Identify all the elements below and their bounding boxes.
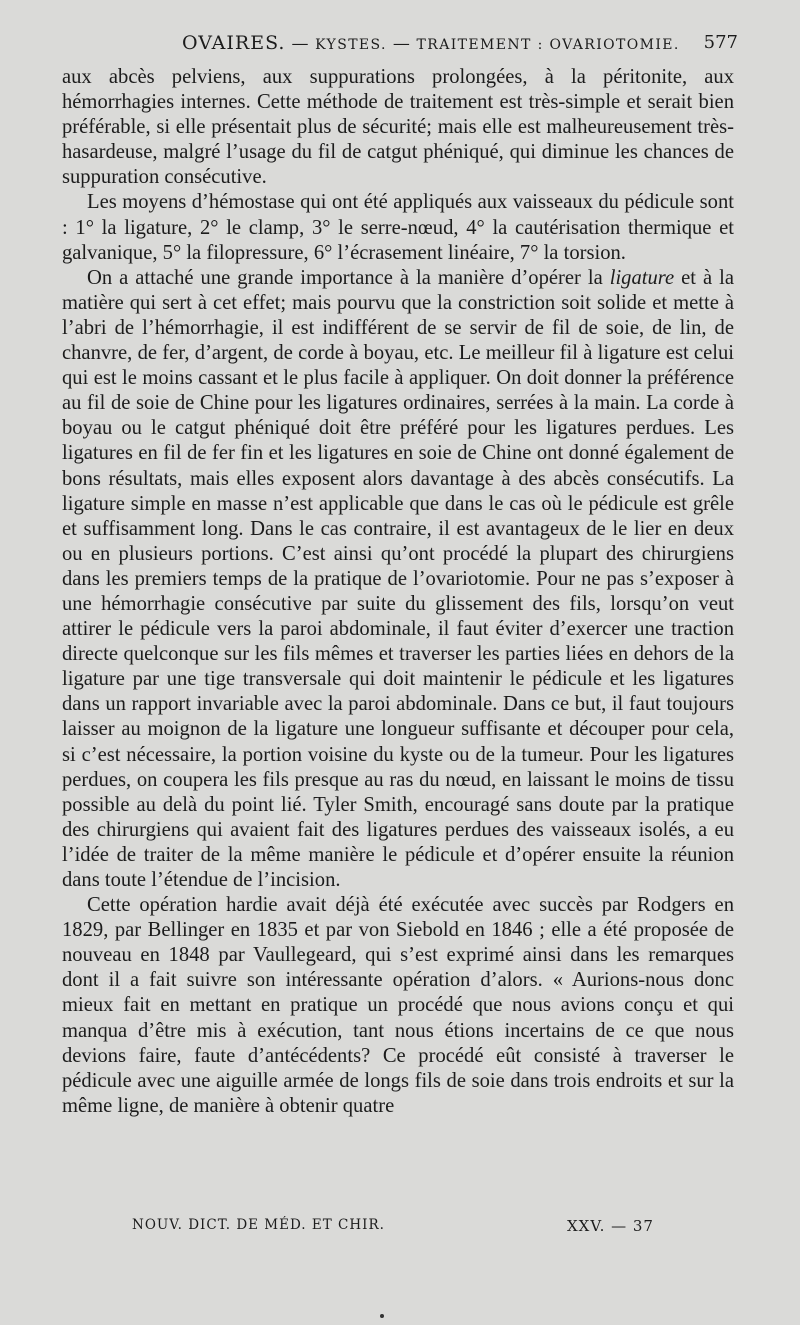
ligature-italic-term: ligature xyxy=(609,266,675,289)
page-number: 577 xyxy=(703,32,738,53)
body-text xyxy=(62,65,734,1119)
footer-signature: XXV. — 37 xyxy=(567,1217,654,1235)
title-traitement: TRAITEMENT : OVARIOTOMIE. xyxy=(416,37,680,53)
running-head-title xyxy=(182,32,680,54)
title-ovaires: OVAIRES. xyxy=(182,32,286,54)
paragraph-continuation: aux abcès pelviens, aux suppurations prolongées, à la péritonite, aux hémorrhagies internes. Cette méthode de traitement est très-simple et serait bien préférable, si elle présentait plus de sécurité; mais elle est malheureusement très-hasardeuse, malgré l’usage du fil de catgut phéniqué, qui diminue les chances de suppuration consécutive. xyxy=(62,66,734,189)
running-head xyxy=(62,32,738,58)
ligature-text-before: On a attaché une grande importance à la manière d’opérer la xyxy=(87,266,610,289)
ligature-text-after: et à la matière qui sert à cet effet; mais pourvu que la constriction soit solide et mette à l’abri de l’hémorrhagie, il est indifférent de se servir de fil de soie, de lin, de chanvre, de fer, d’argent, de corde à boyau, etc. Le meilleur fil à ligature est celui qui est le moins cassant et le plus facile à appliquer. On doit donner la préférence au fil de soie de Chine pour les ligatures ordinaires, serrées à la main. La corde à boyau ou le catgut phéniqué doit être préféré pour les ligatures perdues. Les ligatures en fil de fer fin et les ligatures en soie de Chine ont donné également de bons résultats, mais elles exposent alors davantage à des abcès consécutifs. La ligature simple en masse n’est applicable que dans le cas où le pédicule est grêle et suffisamment long. Dans le cas contraire, il est avantageux de le lier en deux ou en plusieurs portions. C’est ainsi qu’ont procédé la plupart des chirurgiens dans les premiers temps de la pratique de l’ovariotomie. Pour ne pas s’exposer à une hémorrhagie consécutive par suite du glissement des fils, lorsqu’on veut attirer le pédicule vers la paroi abdominale, il faut éviter d’exercer une traction directe quelconque sur les fils mêmes et traverser les parties liées en dehors de la ligature par une tige transversale qui doit maintenir le pédicule et les ligatures dans un rapport invariable avec la paroi abdominale. Dans ce but, il faut toujours laisser au moignon de la ligature une longueur suffisante et découper pour cela, si c’est nécessaire, la portion voisine du kyste ou de la tumeur. Pour les ligatures perdues, on coupera les fils presque au ras du nœud, en laissant le moins de tissu possible au delà du point lié. Tyler Smith, encouragé sans doute par la pratique des chirurgiens qui avaient fait des ligatures perdues des vaisseaux isolés, a eu l’idée de traiter de la même manière le pédicule et d’opérer ensuite la réunion dans toute l’étendue de l’incision. xyxy=(62,266,734,891)
paragraph-operation-hardie: Cette opération hardie avait déjà été exécutée avec succès par Rodgers en 1829, par Bellinger en 1835 et par von Siebold en 1846 ; elle a été proposée de nouveau en 1848 par Vaullegeard, qui s’est exprimé ainsi dans les remarques dont il a fait suivre son intéressante opération d’alors. « Aurions-nous donc mieux fait en mettant en pratique un procédé que nous avions conçu et qui manqua d’être mis à exécution, tant nous étions incertains de ce que nous devions faire, faute d’antécédents? Ce procédé eût consisté à traverser le pédicule avec une aiguille armée de longs fils de soie dans trois endroits et sur la même ligne, de manière à obtenir quatre xyxy=(62,894,734,1117)
title-separator-1: — xyxy=(285,34,316,54)
title-kystes: KYSTES. xyxy=(315,37,387,53)
footer-publication: NOUV. DICT. DE MÉD. ET CHIR. xyxy=(132,1217,385,1233)
paragraph-hemostase: Les moyens d’hémostase qui ont été appliqués aux vaisseaux du pédicule sont : 1° la ligature, 2° le clamp, 3° le serre-nœud, 4° la cautérisation thermique et galvanique, 5° la filopressure, 6° l’écrasement linéaire, 7° la torsion. xyxy=(62,191,734,264)
title-separator-2: — xyxy=(386,34,417,54)
paragraph-ligature xyxy=(62,266,734,893)
page-footer xyxy=(62,1217,738,1239)
paper-speck xyxy=(380,1314,384,1318)
